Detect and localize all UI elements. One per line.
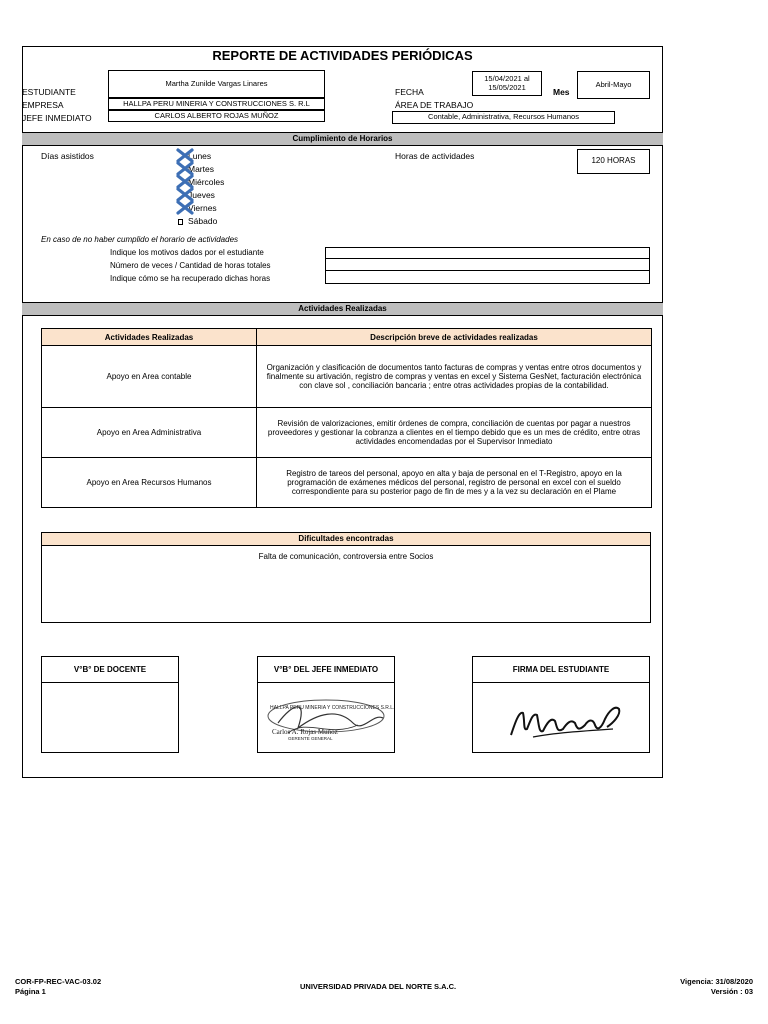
boss-label: JEFE INMEDIATO [22,113,92,123]
col-activity-header: Actividades Realizadas [42,329,257,346]
activities-bar: Actividades Realizadas [22,302,663,316]
page-title: REPORTE DE ACTIVIDADES PERIÓDICAS [212,48,473,63]
hours-label: Horas de actividades [395,151,475,161]
student-value: Martha Zunilde Vargas Linares [108,70,325,98]
area-label: ÁREA DE TRABAJO [395,100,474,110]
col-description-header: Descripción breve de actividades realizadas [257,329,652,346]
description-cell: Organización y clasificación de documentos tanto facturas de compras y ventas entre otros documentos y finalmente su artivación, registro de compras y ventas en excel y Sistema GesNet, facturación electrónica con clave sol , conciliación bancaria ; entre otras actividades propias de la contabilidad. [257,346,652,408]
day-check-x-icon[interactable] [176,200,194,215]
day-label: Viernes [188,203,217,213]
company-value: HALLPA PERU MINERIA Y CONSTRUCCIONES S. R.L [108,98,325,110]
stamp-company: HALLPA PERU MINERIA Y CONSTRUCCIONES S.R.L. [270,705,394,711]
noncompliance-label: En caso de no haber cumplido el horario de actividades [41,235,239,244]
table-row [42,408,652,458]
student-sign-box [472,656,650,753]
day-label: Jueves [188,190,215,200]
jefe-sign-label: V°B° DEL JEFE INMEDIATO [258,657,394,683]
date-value: 15/04/2021 al 15/05/2021 [472,71,542,96]
footer-page: Página 1 [15,987,46,996]
answer-motives-field[interactable] [325,247,650,259]
activity-cell: Apoyo en Area contable [42,346,257,408]
activity-cell: Apoyo en Area Recursos Humanos [42,458,257,508]
day-label: Martes [188,164,214,174]
footer-vigencia: Vigencia: 31/08/2020 [680,977,753,986]
stamp-name: Carlos A. Rojas Muñoz [272,728,338,736]
question-recovery: Indique cómo se ha recuperado dichas horas [110,274,271,283]
docente-sign-box [41,656,179,753]
day-label: Miércoles [188,177,225,187]
month-label: Mes [553,87,570,97]
month-value: Abril-Mayo [577,71,650,99]
student-signature-icon [473,683,649,753]
footer-version: Versión : 03 [710,987,753,996]
day-checkbox[interactable] [178,219,183,225]
boss-value: CARLOS ALBERTO ROJAS MUÑOZ [108,110,325,122]
jefe-stamp-signature-icon [258,683,394,753]
difficulties-header: Dificultades encontradas [41,532,651,546]
student-sign-label: FIRMA DEL ESTUDIANTE [473,657,649,683]
day-label: Lunes [188,151,212,161]
days-label: Días asistidos [41,151,94,161]
difficulties-text: Falta de comunicación, controversia entre Socios [41,546,651,623]
area-value: Contable, Administrativa, Recursos Humanos [392,111,615,124]
footer-university: UNIVERSIDAD PRIVADA DEL NORTE S.A.C. [300,982,457,991]
table-row [42,458,652,508]
footer-code: COR-FP-REC-VAC-03.02 [15,977,102,986]
schedule-bar: Cumplimiento de Horarios [22,132,663,146]
description-cell: Registro de tareos del personal, apoyo en alta y baja de personal en el T-Registro, apoyo en la programación de exámenes médicos del personal, registro de personal en excel con el sueldo correspondiente para su posterior pago de fin de mes y a la vez su declaración en el Plame [257,458,652,508]
answer-times-field[interactable] [325,259,650,271]
hours-value: 120 HORAS [577,149,650,174]
jefe-sign-box [257,656,395,753]
student-label: ESTUDIANTE [22,87,76,97]
day-label: Sábado [188,216,218,226]
table-row [42,346,652,408]
question-motives: Indique los motivos dados por el estudiante [110,248,264,257]
company-label: EMPRESA [22,100,64,110]
docente-sign-label: V°B° DE DOCENTE [42,657,178,683]
stamp-role: GERENTE GENERAL [288,736,333,741]
description-cell: Revisión de valorizaciones, emitir órdenes de compra, conciliación de cuentas por pagar a nuestros proveedores y gestionar la cobranza a clientes en el tiempo debido que es un mes de crédito, entre otras actividades encomendadas por el Supervisor Inmediato [257,408,652,458]
question-times: Número de veces / Cantidad de horas totales [110,261,271,270]
answer-recovery-field[interactable] [325,271,650,284]
activity-cell: Apoyo en Area Administrativa [42,408,257,458]
date-label: FECHA [395,87,424,97]
activities-table [41,328,652,508]
